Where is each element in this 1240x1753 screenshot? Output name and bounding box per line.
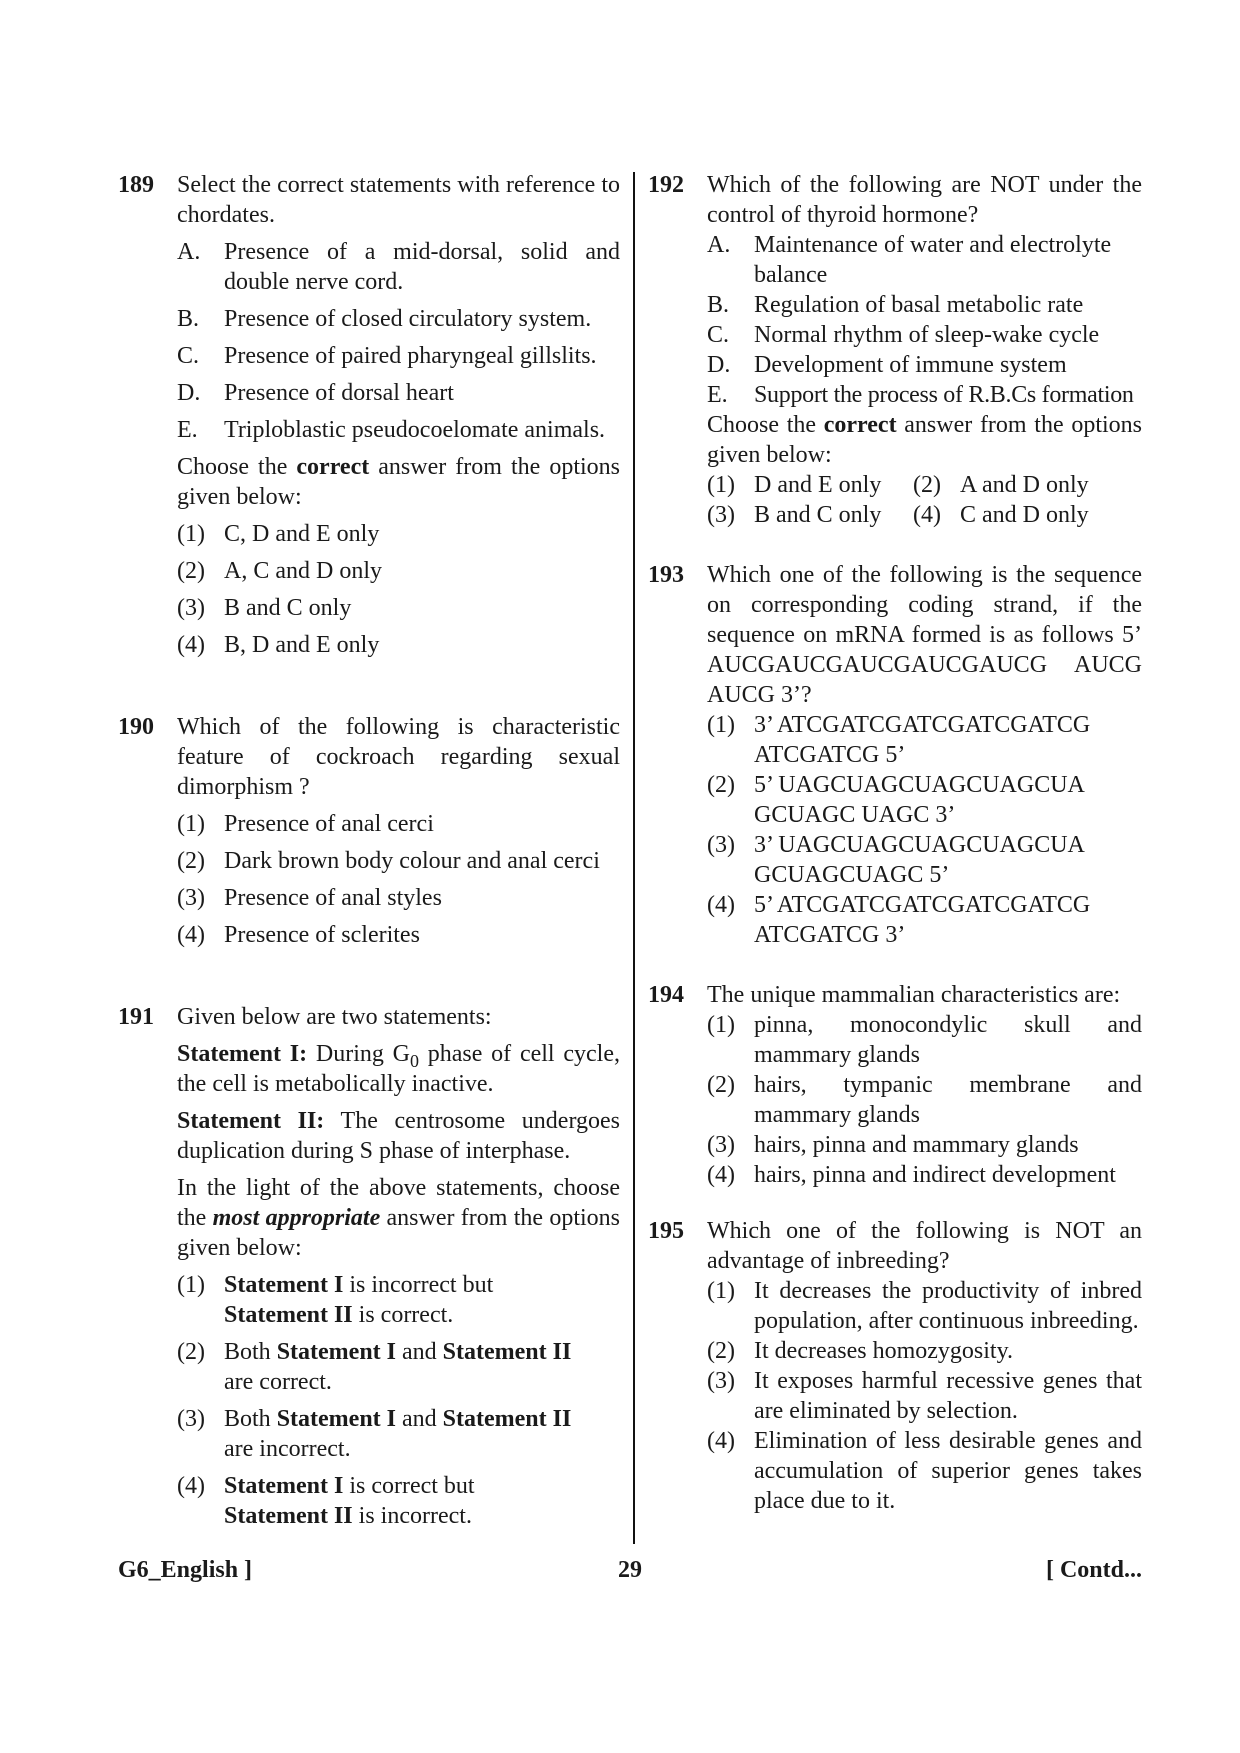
option-1[interactable] — [177, 809, 620, 839]
statement-b — [177, 304, 620, 334]
option-text: D and E only — [754, 472, 882, 498]
option-text: Elimination of less desirable genes and accumulation of superior genes takes place due to it. — [754, 1428, 1142, 1514]
option-seg: and — [396, 1339, 443, 1365]
question-number: 192 — [648, 172, 684, 198]
statement-text: Normal rhythm of sleep-wake cycle — [754, 322, 1100, 348]
statement-text: Support the process of R.B.Cs formation — [754, 382, 1134, 408]
option-3[interactable] — [177, 593, 620, 623]
statement-one-text-1: During G — [307, 1041, 410, 1067]
choose-text-1: Choose the — [707, 412, 824, 438]
option-3[interactable] — [707, 1130, 1142, 1160]
option-label: (3) — [177, 1406, 205, 1432]
option-seg: is incorrect but — [343, 1272, 494, 1298]
option-1[interactable] — [707, 710, 1142, 770]
choose-instruction — [177, 452, 620, 512]
option-text: hairs, pinna and indirect development — [754, 1162, 1116, 1188]
option-label: (1) — [707, 712, 735, 738]
statement-e — [177, 415, 620, 445]
statement-label: E. — [707, 382, 728, 408]
statement-label: A. — [177, 239, 201, 265]
option-1[interactable] — [707, 470, 913, 500]
instruction-text-1: In the light of the above statements, choose the — [177, 1175, 620, 1231]
question-192 — [648, 170, 1142, 530]
option-text: B and C only — [224, 595, 352, 621]
option-seg: Both — [224, 1339, 277, 1365]
option-text: C and D only — [960, 502, 1089, 528]
option-text: It decreases homozygosity. — [754, 1338, 1014, 1364]
option-text — [224, 1404, 620, 1464]
statement-label: D. — [177, 380, 201, 406]
option-seg: Statement II — [224, 1302, 353, 1328]
statement-a — [177, 237, 620, 297]
option-2[interactable] — [707, 1070, 1142, 1130]
option-text: Presence of anal cerci — [224, 811, 434, 837]
statement-two-label: Statement II: — [177, 1108, 325, 1134]
statement-a — [707, 230, 1142, 290]
statement-c — [707, 320, 1142, 350]
question-190 — [118, 712, 620, 950]
statement-text: Presence of paired pharyngeal gillslits. — [224, 343, 597, 369]
question-stem: The unique mammalian characteristics are: — [707, 982, 1121, 1008]
option-3[interactable] — [707, 500, 913, 530]
statement-text: Presence of closed circulatory system. — [224, 306, 592, 332]
option-1[interactable] — [177, 1270, 620, 1330]
option-text: 5’ ATCGATCGATCGATCGATCG ATCGATCG 3’ — [754, 892, 1091, 948]
question-number: 189 — [118, 172, 154, 198]
option-seg: Statement II — [224, 1503, 353, 1529]
option-1[interactable] — [177, 519, 620, 549]
option-3[interactable] — [707, 830, 1142, 890]
instruction-text-3: answer from the options given below: — [177, 1205, 621, 1261]
statement-text: Regulation of basal metabolic rate — [754, 292, 1084, 318]
option-4[interactable] — [707, 890, 1142, 950]
option-text: C, D and E only — [224, 521, 380, 547]
option-label: (1) — [177, 811, 205, 837]
question-stem: Which of the following are NOT under the control of thyroid hormone? — [707, 172, 1142, 228]
statement-two-text: The centrosome undergoes duplication during S phase of interphase. — [177, 1108, 620, 1164]
left-column — [118, 170, 620, 1579]
option-seg: are incorrect. — [224, 1436, 351, 1462]
option-label: (4) — [177, 1473, 205, 1499]
option-label: (3) — [707, 502, 735, 528]
question-number: 195 — [648, 1218, 684, 1244]
option-seg: Statement II — [442, 1406, 572, 1432]
option-seg: Statement I — [276, 1406, 396, 1432]
option-label: (1) — [707, 472, 735, 498]
option-seg: is correct but — [343, 1473, 475, 1499]
option-2[interactable] — [177, 846, 620, 876]
option-label: (4) — [707, 1428, 735, 1454]
option-label: (1) — [177, 1272, 205, 1298]
option-3[interactable] — [177, 883, 620, 913]
question-195 — [648, 1216, 1142, 1516]
option-text: It decreases the productivity of inbred population, after continuous inbreeding. — [754, 1278, 1142, 1334]
question-191 — [118, 1002, 620, 1531]
statement-b — [707, 290, 1142, 320]
option-text: 3’ ATCGATCGATCGATCGATCG ATCGATCG 5’ — [754, 712, 1091, 768]
statement-e — [707, 380, 1142, 410]
option-2[interactable] — [707, 770, 1142, 830]
option-text: 5’ UAGCUAGCUAGCUAGCUA GCUAGC UAGC 3’ — [754, 772, 1084, 828]
option-label: (3) — [177, 885, 205, 911]
option-label: (2) — [707, 1072, 735, 1098]
choose-instruction — [177, 1173, 620, 1263]
option-label: (4) — [913, 502, 941, 528]
question-number: 190 — [118, 714, 154, 740]
statement-one-label: Statement I: — [177, 1041, 308, 1067]
option-seg: Statement I — [224, 1272, 344, 1298]
right-column — [648, 170, 1142, 1564]
option-2[interactable] — [913, 470, 1142, 500]
statement-label: E. — [177, 417, 198, 443]
option-label: (2) — [707, 772, 735, 798]
statement-d — [177, 378, 620, 408]
question-194 — [648, 980, 1142, 1190]
continued-label: [ Contd... — [1045, 1557, 1142, 1583]
option-seg: is correct. — [352, 1302, 454, 1328]
option-text: B and C only — [754, 502, 882, 528]
option-2[interactable] — [707, 1336, 1142, 1366]
option-label: (2) — [177, 848, 205, 874]
option-label: (2) — [177, 558, 205, 584]
option-text — [224, 1270, 620, 1330]
statement-one — [177, 1039, 620, 1099]
option-label: (3) — [707, 1132, 735, 1158]
statement-text: Development of immune system — [754, 352, 1067, 378]
options-grid — [707, 470, 1142, 530]
choose-text-2: correct — [296, 454, 370, 480]
statement-label: A. — [707, 232, 731, 258]
question-stem: Given below are two statements: — [177, 1004, 492, 1030]
option-label: (3) — [177, 595, 205, 621]
option-seg: and — [396, 1406, 443, 1432]
option-4[interactable] — [913, 500, 1142, 530]
option-text: hairs, pinna and mammary glands — [754, 1132, 1079, 1158]
statement-one-text-2: phase of cell cycle, the cell is metabolically inactive. — [177, 1041, 621, 1097]
statement-text: Presence of a mid-dorsal, solid and double nerve cord. — [224, 239, 620, 295]
option-text — [224, 1337, 620, 1397]
option-text: It exposes harmful recessive genes that are eliminated by selection. — [754, 1368, 1142, 1424]
option-label: (4) — [177, 922, 205, 948]
option-text: Presence of sclerites — [224, 922, 420, 948]
option-4[interactable] — [177, 1471, 620, 1531]
option-3[interactable] — [177, 1404, 620, 1464]
option-4[interactable] — [707, 1160, 1142, 1190]
option-text — [224, 1471, 620, 1531]
statement-text: Maintenance of water and electrolyte balance — [754, 232, 1112, 288]
statement-label: B. — [177, 306, 200, 332]
option-1[interactable] — [707, 1010, 1142, 1070]
statement-text: Triploblastic pseudocoelomate animals. — [224, 417, 606, 443]
option-2[interactable] — [177, 1337, 620, 1397]
statement-label: B. — [707, 292, 730, 318]
option-label: (4) — [707, 892, 735, 918]
option-seg: are correct. — [224, 1369, 332, 1395]
statement-d — [707, 350, 1142, 380]
choose-instruction — [707, 410, 1142, 470]
choose-text-2: correct — [823, 412, 897, 438]
statement-label: C. — [177, 343, 200, 369]
statement-label: D. — [707, 352, 731, 378]
instruction-text-2: most appropriate — [212, 1205, 381, 1231]
option-label: (1) — [707, 1278, 735, 1304]
question-number: 193 — [648, 562, 684, 588]
option-text: Presence of anal styles — [224, 885, 442, 911]
option-seg: Statement I — [224, 1473, 344, 1499]
option-3[interactable] — [707, 1366, 1142, 1426]
option-text: B, D and E only — [224, 632, 380, 658]
statement-text: Presence of dorsal heart — [224, 380, 454, 406]
option-text: A, C and D only — [224, 558, 382, 584]
option-text: pinna, monocondylic skull and mammary glands — [754, 1012, 1142, 1068]
statement-one-subscript: 0 — [409, 1050, 419, 1071]
question-number: 191 — [118, 1004, 154, 1030]
option-label: (4) — [177, 632, 205, 658]
question-stem: Which of the following is characteristic feature of cockroach regarding sexual dimorphism ? — [177, 714, 620, 800]
question-stem: Which one of the following is NOT an advantage of inbreeding? — [707, 1218, 1142, 1274]
statement-label: C. — [707, 322, 730, 348]
question-189 — [118, 170, 620, 660]
option-label: (2) — [913, 472, 941, 498]
option-2[interactable] — [177, 556, 620, 586]
statement-c — [177, 341, 620, 371]
option-1[interactable] — [707, 1276, 1142, 1336]
option-4[interactable] — [707, 1426, 1142, 1516]
page-footer — [118, 1557, 1142, 1591]
statement-two — [177, 1106, 620, 1166]
option-label: (1) — [707, 1012, 735, 1038]
question-number: 194 — [648, 982, 684, 1008]
question-stem: Which one of the following is the sequence on corresponding coding strand, if the sequence on mRNA formed is as follows 5’ AUCGAUCGAUCGAUCGAUCG AUCG AUCG 3’? — [707, 562, 1142, 708]
option-4[interactable] — [177, 920, 620, 950]
option-text: Dark brown body colour and anal cerci — [224, 848, 600, 874]
option-4[interactable] — [177, 630, 620, 660]
booklet-code: G6_English ] — [118, 1557, 253, 1583]
page-number: 29 — [618, 1557, 642, 1583]
option-text: hairs, tympanic membrane and mammary glands — [754, 1072, 1142, 1128]
option-label: (3) — [707, 1368, 735, 1394]
choose-text-3: answer from the options given below: — [707, 412, 1142, 468]
question-stem: Select the correct statements with reference to chordates. — [177, 172, 620, 228]
option-text: 3’ UAGCUAGCUAGCUAGCUA GCUAGCUAGC 5’ — [754, 832, 1084, 888]
option-label: (3) — [707, 832, 735, 858]
option-label: (2) — [707, 1338, 735, 1364]
choose-text-1: Choose the — [177, 454, 297, 480]
option-label: (4) — [707, 1162, 735, 1188]
column-divider — [633, 172, 635, 1544]
option-text: A and D only — [960, 472, 1089, 498]
question-193 — [648, 560, 1142, 950]
choose-text-3: answer from the options given below: — [177, 454, 620, 510]
option-label: (2) — [177, 1339, 205, 1365]
option-label: (1) — [177, 521, 205, 547]
option-seg: Statement I — [276, 1339, 396, 1365]
option-seg: is incorrect. — [352, 1503, 472, 1529]
option-seg: Both — [224, 1406, 277, 1432]
option-seg: Statement II — [442, 1339, 572, 1365]
